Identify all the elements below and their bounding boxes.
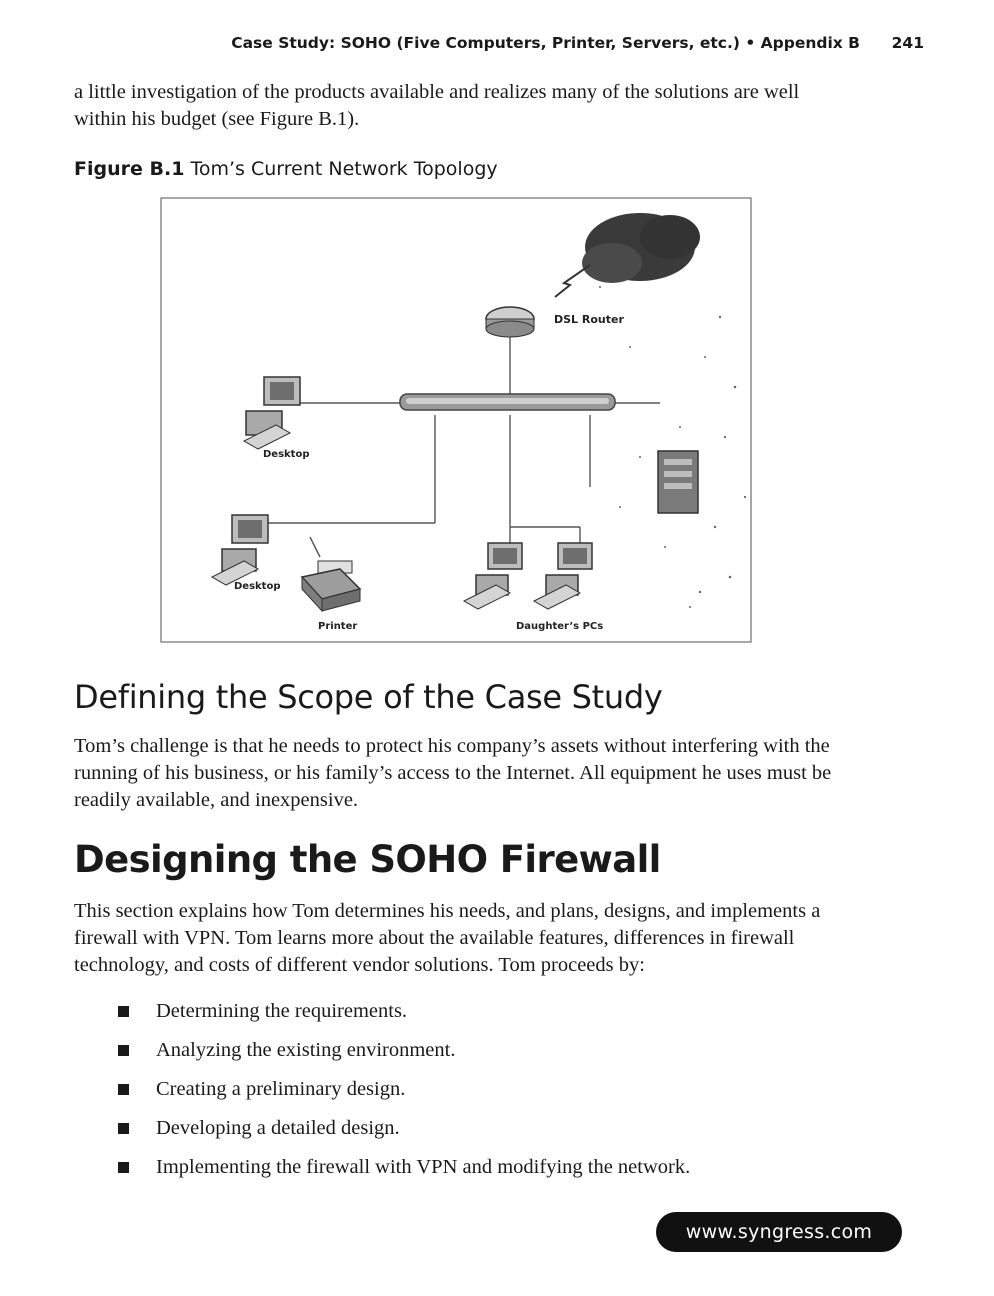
section-heading-scope: Defining the Scope of the Case Study: [74, 678, 663, 716]
list-item-text: Implementing the firewall with VPN and modifying the network.: [156, 1156, 691, 1178]
pcs-label: Daughter’s PCs: [516, 621, 604, 632]
list-item: [118, 1153, 690, 1192]
server-icon: [658, 451, 698, 513]
list-item: [118, 1075, 690, 1114]
list-item-text: Determining the requirements.: [156, 1000, 408, 1022]
bullet-square-icon: [118, 1045, 129, 1056]
page-number: 241: [891, 34, 924, 52]
scope-paragraph: Tom’s challenge is that he needs to protect his company’s assets without interfering with the running of his business, or his family’s access to the Internet. All equipment he uses must be readily available, and inexpensive.: [74, 735, 832, 811]
network-topology-figure: [160, 197, 752, 643]
bullet-square-icon: [118, 1006, 129, 1017]
running-header-title: Case Study: SOHO (Five Computers, Printer, Servers, etc.) • Appendix B: [231, 34, 860, 52]
intro-paragraph: a little investigation of the products available and realizes many of the solutions are well within his budget (see Figure B.1).: [74, 81, 800, 130]
list-item-text: Developing a detailed design.: [156, 1117, 400, 1139]
website-url-badge[interactable]: www.syngress.com: [656, 1212, 902, 1252]
hub-icon: [400, 394, 615, 410]
network-topology-diagram: [160, 197, 752, 643]
bullet-square-icon: [118, 1162, 129, 1173]
list-item: [118, 1036, 690, 1075]
list-item-text: Analyzing the existing environment.: [156, 1039, 456, 1061]
bullet-square-icon: [118, 1084, 129, 1095]
desktop-top-label: Desktop: [263, 449, 310, 460]
bullet-square-icon: [118, 1123, 129, 1134]
list-item: [118, 997, 690, 1036]
router-icon: [486, 307, 534, 337]
steps-list: [118, 997, 690, 1192]
router-label: DSL Router: [554, 313, 624, 326]
figure-title: Tom’s Current Network Topology: [190, 158, 498, 180]
list-item-text: Creating a preliminary design.: [156, 1078, 406, 1100]
figure-caption: [74, 158, 498, 180]
section-heading-design: Designing the SOHO Firewall: [74, 838, 661, 881]
list-item: [118, 1114, 690, 1153]
design-paragraph: This section explains how Tom determines his needs, and plans, designs, and implements a firewall with VPN. Tom learns more about the available features, differences in firewall technology, and costs of different vendor solutions. Tom proceeds by:: [74, 900, 821, 976]
figure-number: Figure B.1: [74, 158, 185, 180]
running-header: [0, 30, 994, 58]
desktop-bottom-label: Desktop: [234, 581, 281, 592]
printer-label: Printer: [318, 621, 358, 632]
